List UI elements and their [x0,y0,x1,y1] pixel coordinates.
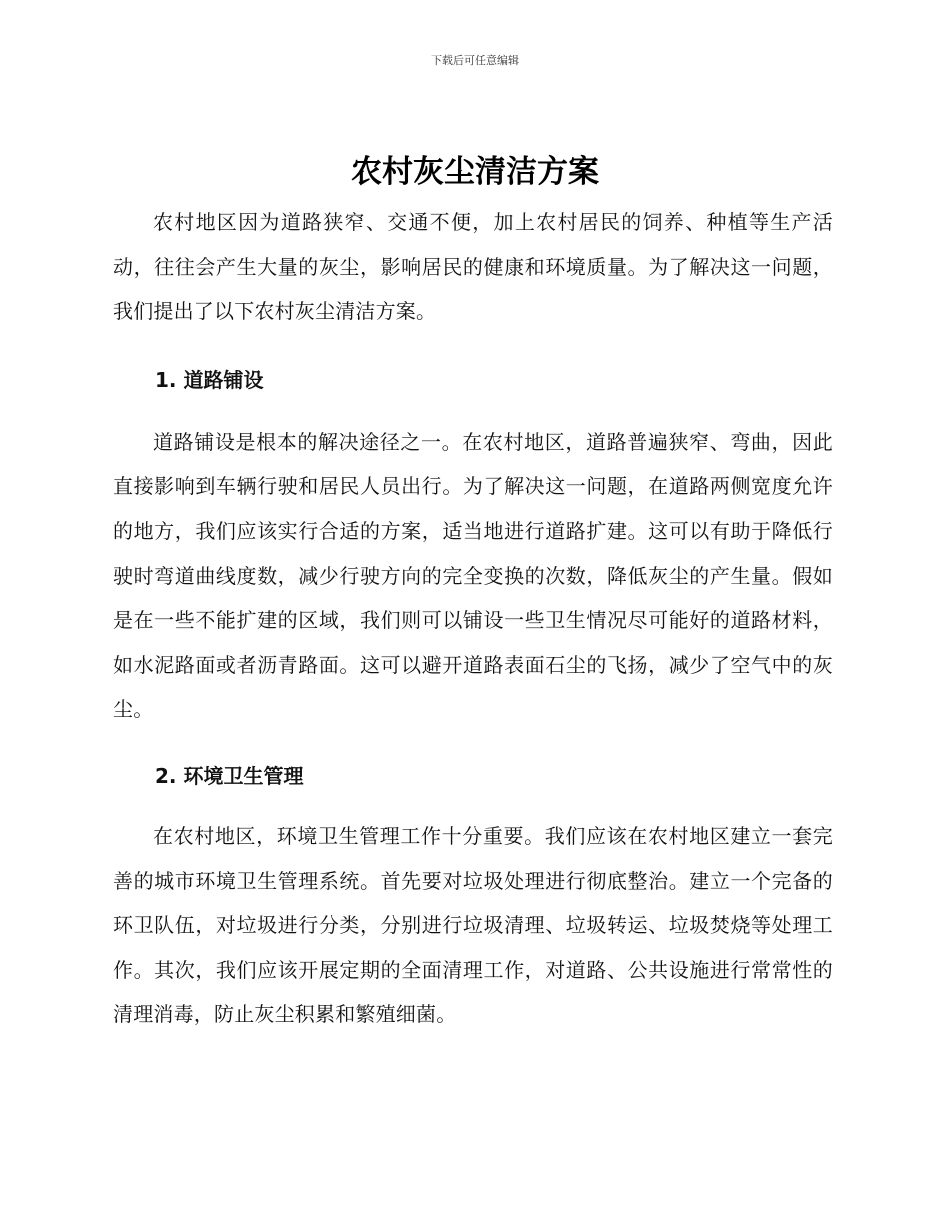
section-heading-road-paving: 1. 道路铺设 [155,367,264,392]
section-heading-sanitation: 2. 环境卫生管理 [155,763,304,788]
intro-paragraph: 农村地区因为道路狭窄、交通不便，加上农村居民的饲养、种植等生产活动，往往会产生大量的灰尘，影响居民的健康和环境质量。为了解决这一问题，我们提出了以下农村灰尘清洁方案。 [113,210,833,324]
document-title: 农村灰尘清洁方案 [351,154,599,190]
document-body [113,200,833,1037]
section-body-road-paving: 道路铺设是根本的解决途径之一。在农村地区，道路普遍狭窄、弯曲，因此直接影响到车辆行驶和居民人员出行。为了解决这一问题，在道路两侧宽度允许的地方，我们应该实行合适的方案，适当地进行道路扩建。这可以有助于降低行驶时弯道曲线度数，减少行驶方向的完全变换的次数，降低灰尘的产生量。假如是在一些不能扩建的区域，我们则可以铺设一些卫生情况尽可能好的道路材料，如水泥路面或者沥青路面。这可以避开道路表面石尘的飞扬，减少了空气中的灰尘。 [113,429,833,722]
page-header-note: 下载后可任意编辑 [431,54,519,67]
section-body-sanitation: 在农村地区，环境卫生管理工作十分重要。我们应该在农村地区建立一套完善的城市环境卫生管理系统。首先要对垃圾处理进行彻底整治。建立一个完备的环卫队伍，对垃圾进行分类，分别进行垃圾清理、垃圾转运、垃圾焚烧等处理工作。其次，我们应该开展定期的全面清理工作，对道路、公共设施进行常常性的清理消毒，防止灰尘积累和繁殖细菌。 [113,823,833,1027]
